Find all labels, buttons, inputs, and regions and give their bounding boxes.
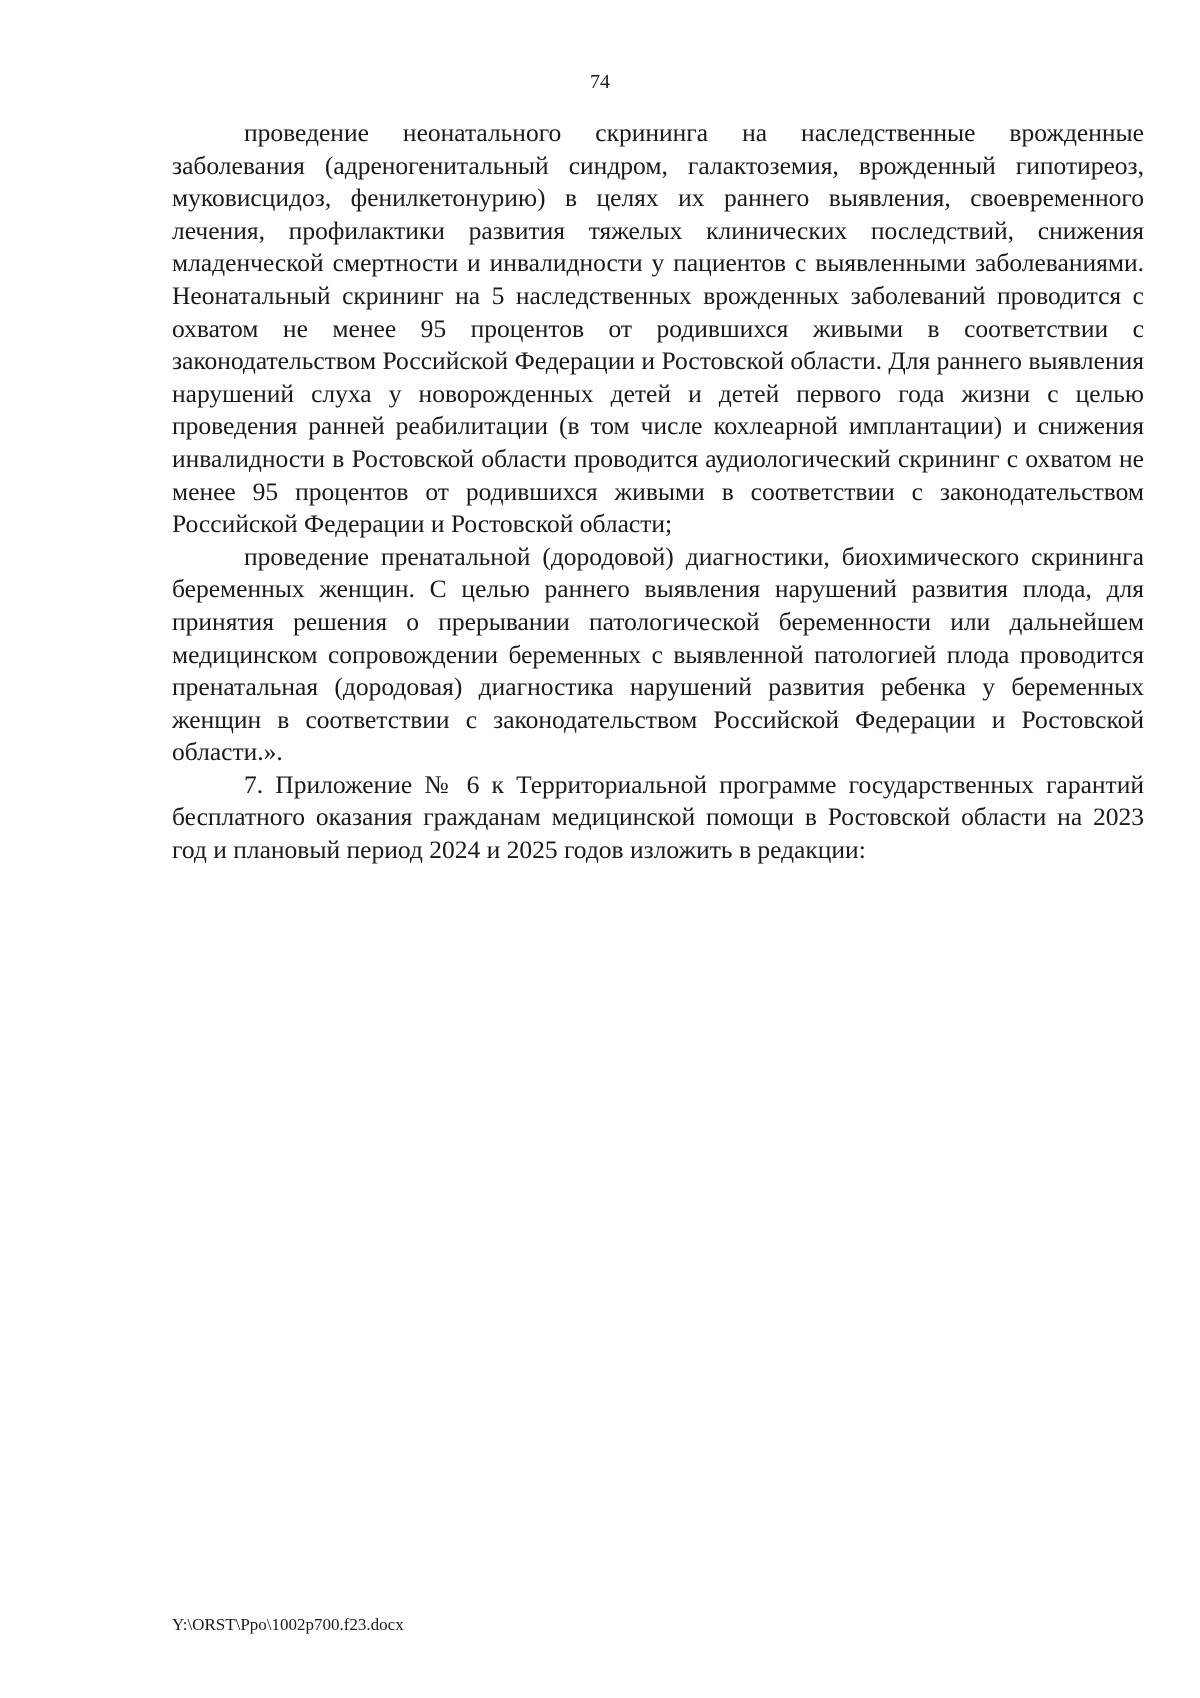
paragraph-prenatal-diagnostics: проведение пренатальной (дородовой) диагностики, биохимического скрининга беременных женщин. С целью раннего выявления нарушений развития плода, для принятия решения о прерывании патологической беременности или дальнейшем медицинском сопровождении беременных с выявленной патологией плода проводится пренатальная (дородовая) диагностика нарушений развития ребенка у беременных женщин в соответствии с законодательством Российской Федерации и Ростовской области.». [172, 541, 1144, 767]
page-number: 74 [590, 71, 610, 93]
file-path-footer: Y:\ORST\Ppo\1002p700.f23.docx [172, 1615, 404, 1634]
document-body [172, 117, 1144, 867]
paragraph-neonatal-screening: проведение неонатального скрининга на наследственные врожденные заболевания (адреногенитальный синдром, галактоземия, врожденный гипотиреоз, муковисцидоз, фенилкетонурию) в целях их раннего выявления, своевременного лечения, профилактики развития тяжелых клинических последствий, снижения младенческой смертности и инвалидности у пациентов с выявленными заболеваниями. Неонатальный скрининг на 5 наследственных врожденных заболеваний проводится с охватом не менее 95 процентов от родившихся живыми в соответствии с законодательством Российской Федерации и Ростовской области. Для раннего выявления нарушений слуха у новорожденных детей и детей первого года жизни с целью проведения ранней реабилитации (в том числе кохлеарной имплантации) и снижения инвалидности в Ростовской области проводится аудиологический скрининг с охватом не менее 95 процентов от родившихся живыми в соответствии с законодательством Российской Федерации и Ростовской области; [172, 118, 1144, 539]
paragraph-appendix-6: 7. Приложение № 6 к Территориальной программе государственных гарантий бесплатного оказания гражданам медицинской помощи в Ростовской области на 2023 год и плановый период 2024 и 2025 годов изложить в редакции: [172, 769, 1144, 865]
